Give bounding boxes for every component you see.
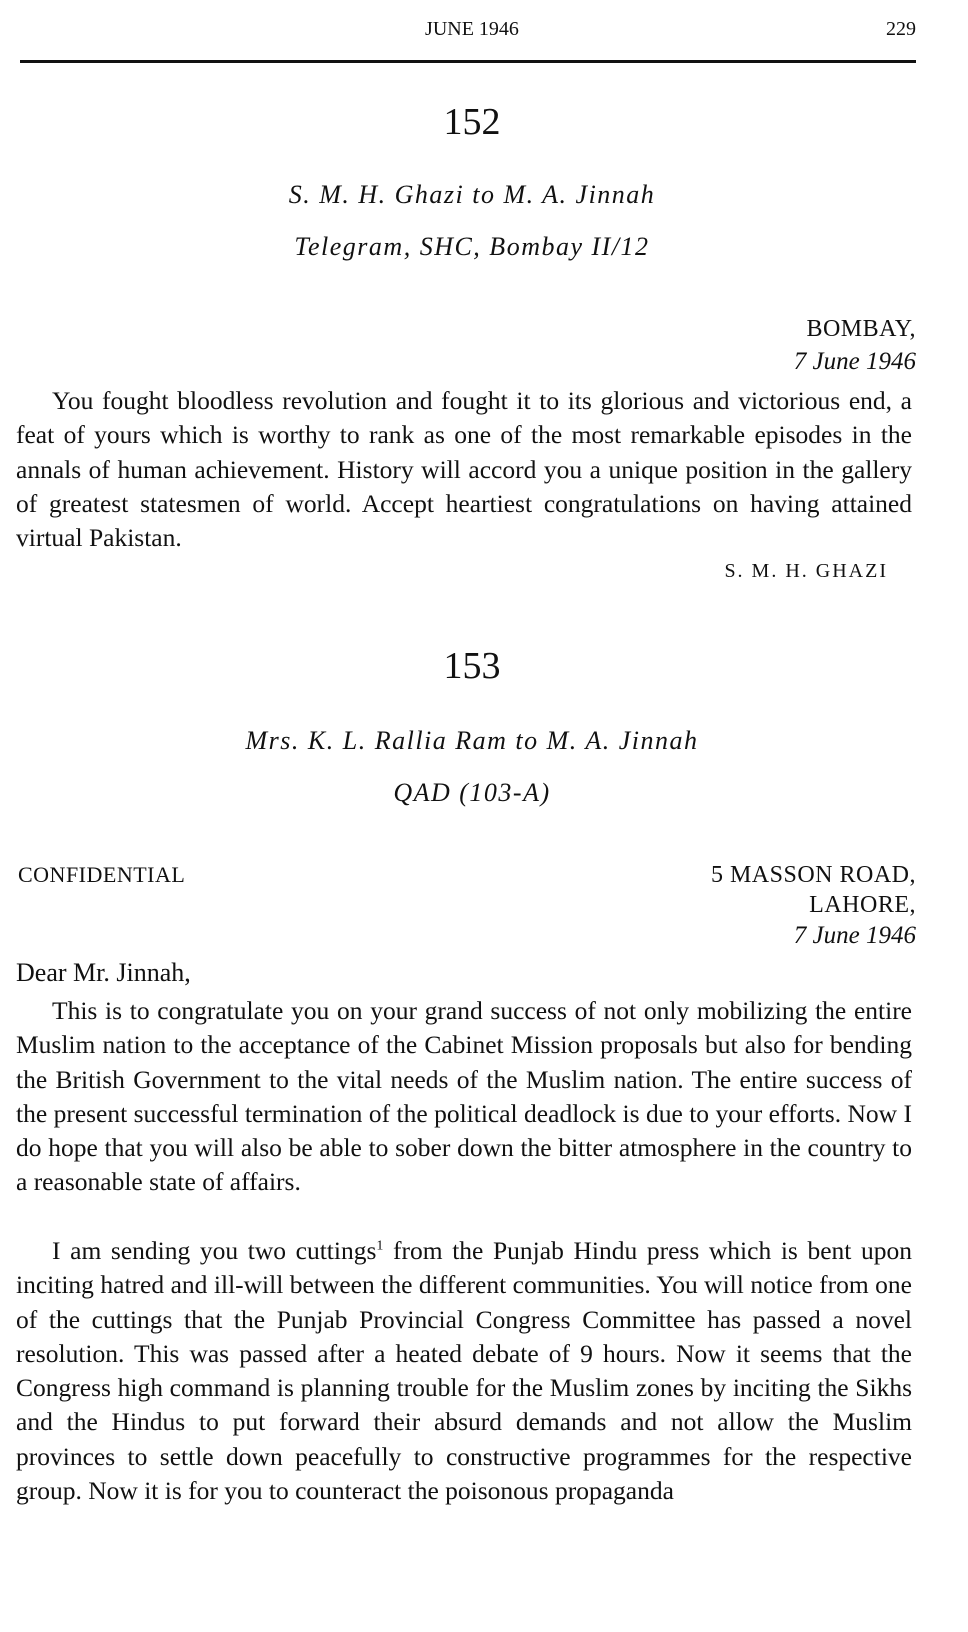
- place-line-152: BOMBAY,: [806, 316, 916, 342]
- document-source-153: QAD (103-A): [393, 778, 551, 807]
- document-source-152: Telegram, SHC, Bombay II/12: [294, 232, 650, 261]
- telegram-text-152: You fought bloodless revolution and fought it to its glorious and victorious end, a feat of yours which is worthy to rank as one of the most remarkable episodes in the annals of human achievement. History will accord you a unique position in the gallery of greatest statesmen of world. Accept heartiest congratulations on having attained virtual Pakistan.: [16, 386, 912, 553]
- signature-152: S. M. H. GHAZI: [724, 560, 888, 582]
- document-title-152: S. M. H. Ghazi to M. A. Jinnah: [288, 180, 656, 209]
- running-title: JUNE 1946: [425, 18, 519, 40]
- letter-paragraph-1-text: This is to congratulate you on your grand success of not only mobilizing the entire Muslim nation to the acceptance of the Cabinet Mission proposals but also for bending the British Government to the vital needs of the Muslim nation. The entire success of the present successful termination of the political deadlock is due to your efforts. Now I do hope that you will also be able to sober down the bitter atmosphere in the country to a reasonable state of affairs.: [16, 996, 912, 1197]
- running-header: [0, 18, 968, 48]
- date-line-153: 7 June 1946: [793, 922, 916, 949]
- page-number: 229: [886, 18, 916, 40]
- address-line-2: LAHORE,: [809, 892, 916, 918]
- classification-label: CONFIDENTIAL: [18, 862, 186, 887]
- document-title-153: Mrs. K. L. Rallia Ram to M. A. Jinnah: [245, 726, 699, 755]
- letter-paragraph-2: [16, 1234, 912, 1508]
- letter-paragraph-2-rest: from the Punjab Hindu press which is bent upon inciting hatred and ill-will between the different communities. You will notice from one of the cuttings that the Punjab Provincial Congress Committee has passed a novel resolution. This was passed after a heated debate of 9 hours. Now it seems that the Congress high command is planning trouble for the Muslim zones by inciting the Sikhs and the Hindus to put forward their absurd demands and not allow the Muslim provinces to settle down peacefully to constructive programmes for the respective group. Now it is for you to counteract the poisonous propaganda: [16, 1236, 912, 1506]
- footnote-reference: 1: [376, 1238, 384, 1254]
- salutation: Dear Mr. Jinnah,: [16, 958, 191, 987]
- date-line-152: 7 June 1946: [793, 348, 916, 375]
- telegram-body-152: [16, 384, 912, 555]
- document-number-153: 153: [443, 645, 501, 687]
- header-rule: [20, 60, 916, 63]
- address-line-1: 5 MASSON ROAD,: [710, 862, 916, 888]
- document-number-152: 152: [443, 101, 501, 143]
- letter-paragraph-2-start: I am sending you two cuttings: [52, 1236, 377, 1265]
- letter-paragraph-1: [16, 994, 912, 1200]
